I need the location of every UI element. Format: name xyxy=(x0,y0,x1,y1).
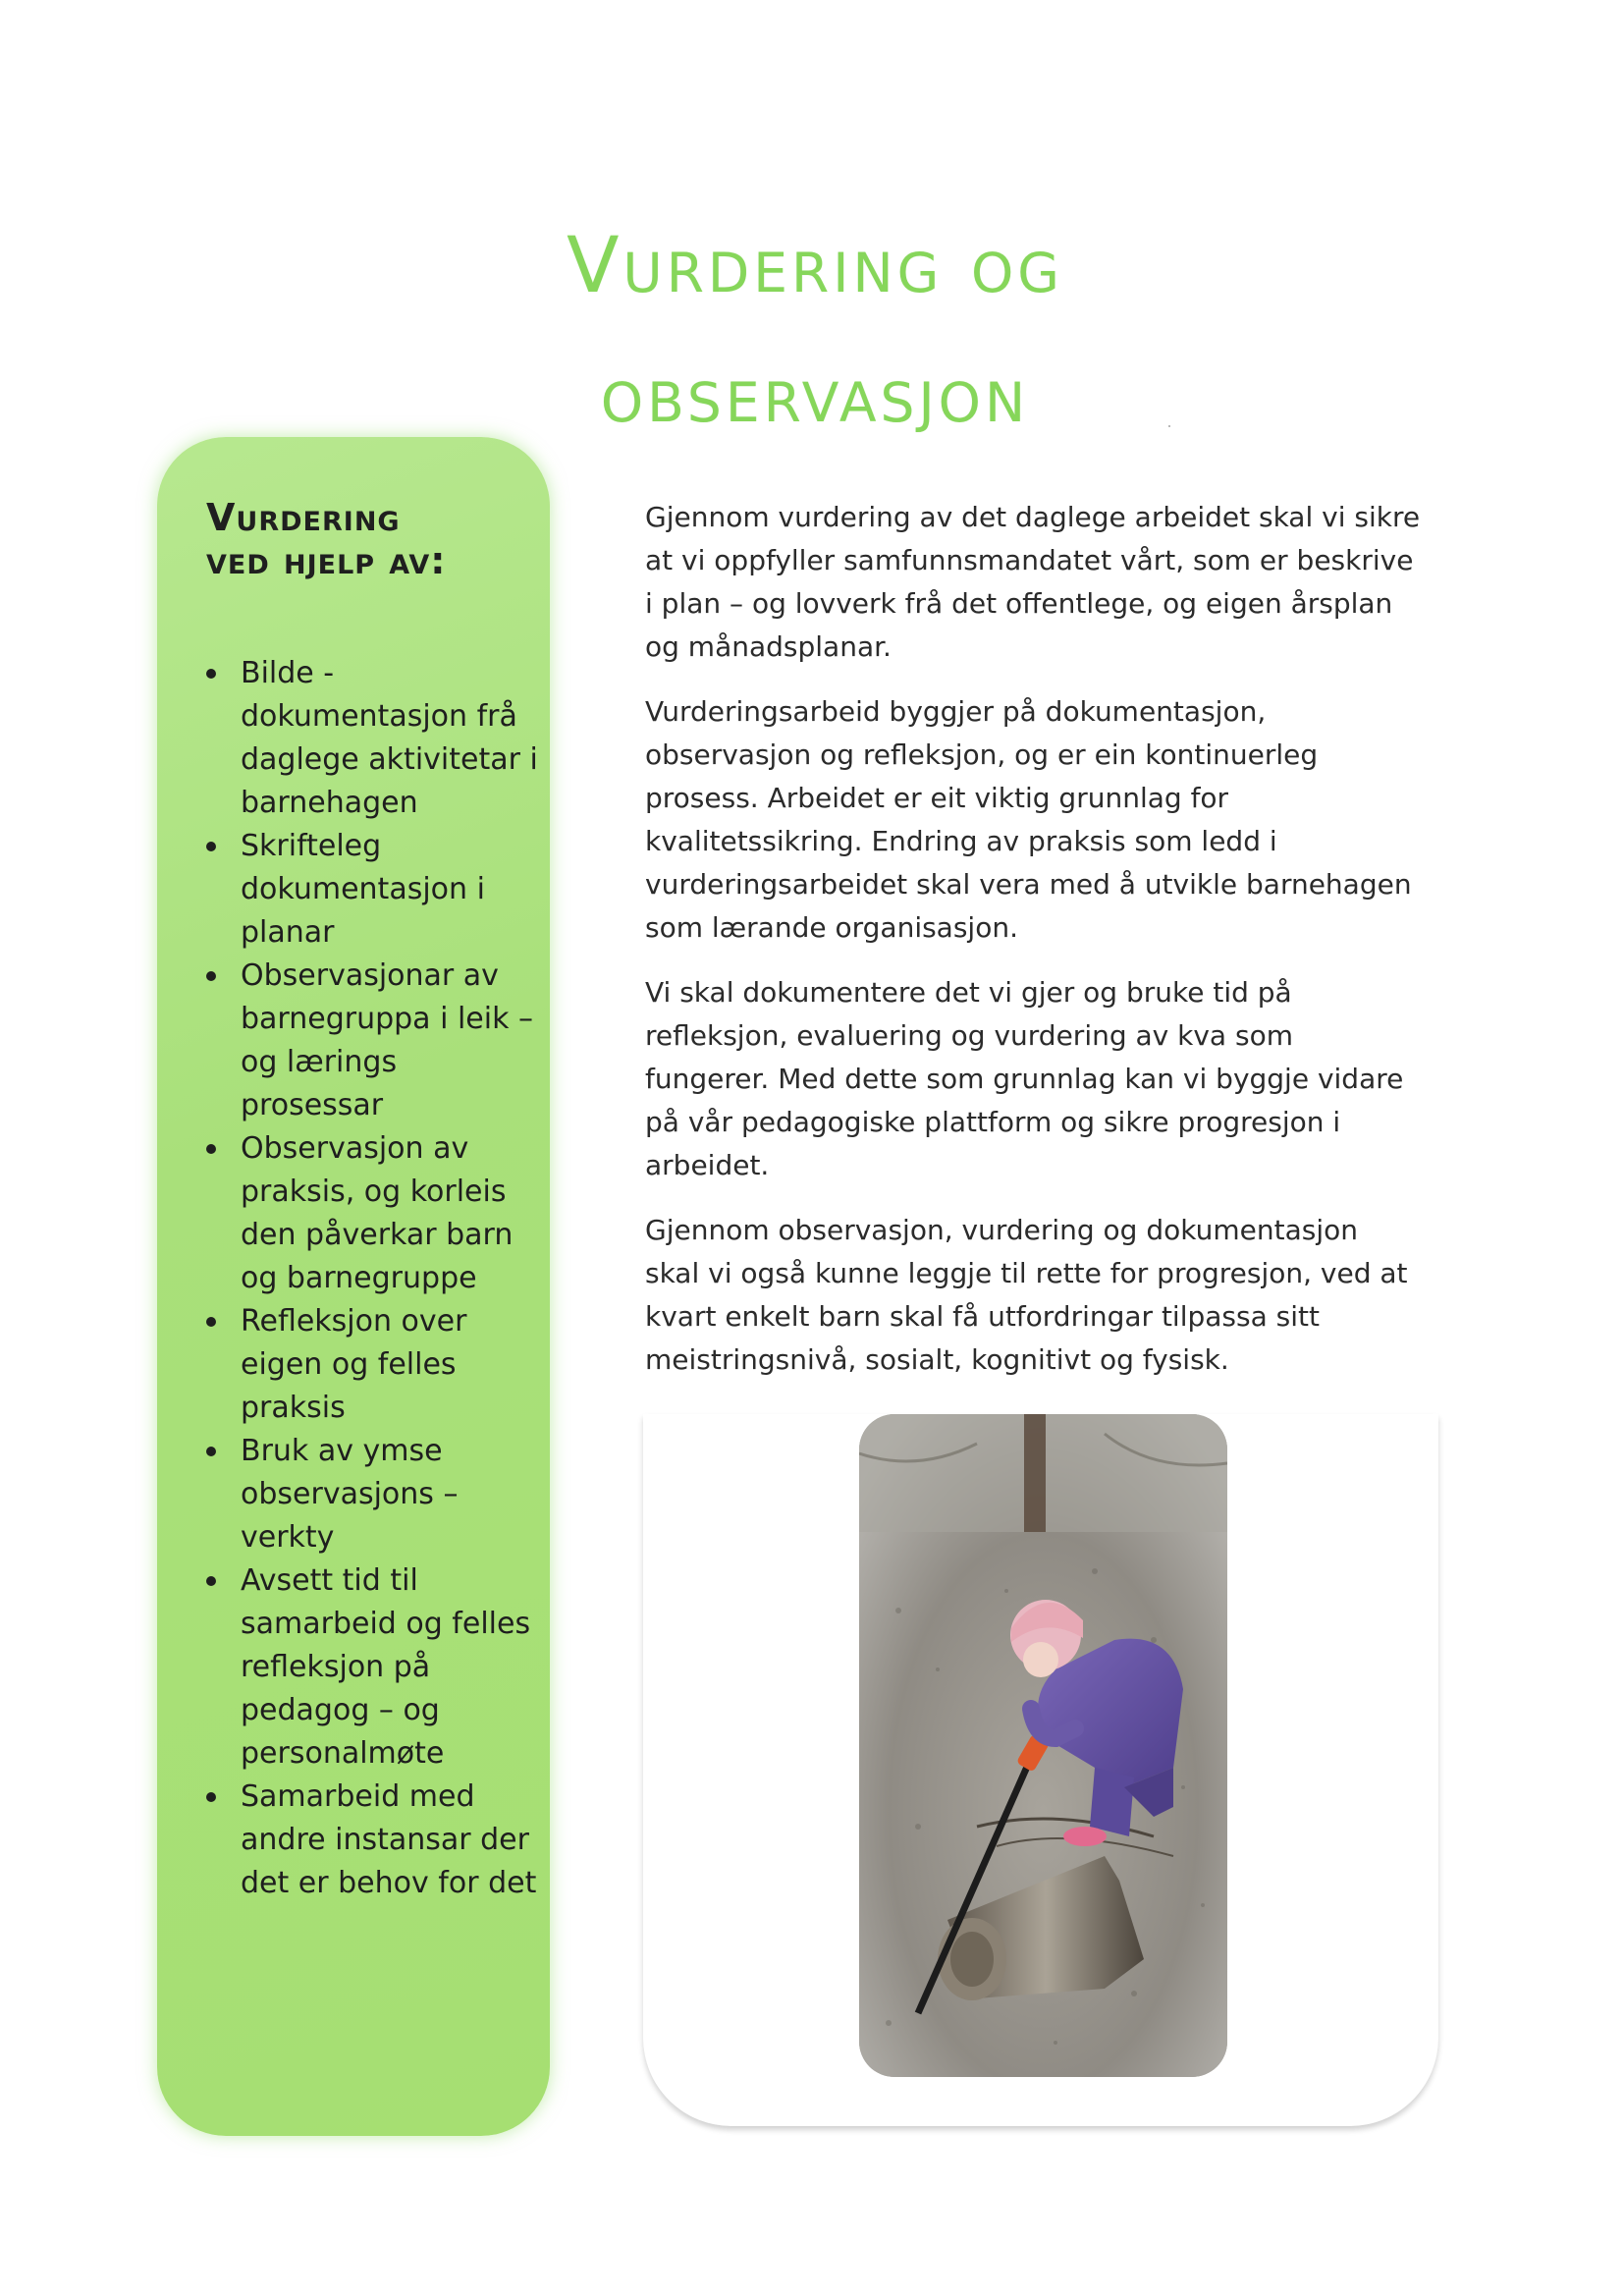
list-item xyxy=(204,1127,543,1300)
list-item xyxy=(204,1300,543,1430)
list-item xyxy=(204,955,543,1127)
sidebar-heading xyxy=(206,496,530,582)
bullet-icon xyxy=(206,971,216,981)
list-item-label: Refleksjon over eigen og felles praksis xyxy=(241,1304,467,1425)
body-paragraph: Vi skal dokumentere det vi gjer og bruke tid på refleksjon, evaluering og vurdering av kva som fungerer. Med dette som grunnlag kan vi byggje vidare på vår pedagogiske plattform og sikre progresjon i arbeidet. xyxy=(645,976,1404,1181)
list-item-label: Skrifteleg dokumentasjon i planar xyxy=(241,829,485,950)
list-item xyxy=(204,652,543,825)
list-item-label: Bilde - dokumentasjon frå daglege aktivitetar i barnehagen xyxy=(241,656,538,820)
list-item-label: Bruk av ymse observasjons – verkty xyxy=(241,1434,459,1555)
bullet-icon xyxy=(206,1144,216,1154)
photo-illustration xyxy=(859,1414,1227,2077)
child-sawing-photo xyxy=(859,1414,1227,2077)
list-item-label: Samarbeid med andre instansar der det er behov for det xyxy=(241,1779,537,1900)
list-item xyxy=(204,1776,543,1905)
bullet-icon xyxy=(206,842,216,851)
sidebar-heading-line-1: Vurdering xyxy=(206,496,401,539)
title-divider xyxy=(1168,425,1170,427)
body-paragraph: Gjennom vurdering av det daglege arbeidet skal vi sikre at vi oppfyller samfunnsmandatet vårt, som er beskrive i plan – og lovverk frå det offentlege, og eigen årsplan og månadsplanar. xyxy=(645,501,1421,663)
list-item xyxy=(204,1559,543,1776)
page-title-line-1: Vurdering og xyxy=(567,222,1063,310)
bullet-icon xyxy=(206,1576,216,1586)
bullet-icon xyxy=(206,1447,216,1456)
list-item-label: Avsett tid til samarbeid og felles refleksjon på pedagog – og personalmøte xyxy=(241,1563,531,1771)
sidebar-heading-line-2: ved hjelp av: xyxy=(206,539,447,582)
list-item-label: Observasjon av praksis, og korleis den påverkar barn og barnegruppe xyxy=(241,1131,514,1295)
bullet-icon xyxy=(206,1792,216,1802)
page-title-line-2: observasjon xyxy=(600,352,1030,440)
main-body-text xyxy=(645,496,1421,1403)
body-paragraph: Vurderingsarbeid byggjer på dokumentasjon, observasjon og refleksjon, og er ein kontinuerleg prosess. Arbeidet er eit viktig grunnlag for kvalitetssikring. Endring av praksis som ledd i vurderingsarbeidet skal vera med å utvikle barnehagen som lærande organisasjon. xyxy=(645,695,1412,944)
list-item-label: Observasjonar av barnegruppa i leik – og lærings prosessar xyxy=(241,958,534,1122)
body-paragraph: Gjennom observasjon, vurdering og dokumentasjon skal vi også kunne leggje til rette for progresjon, ved at kvart enkelt barn skal få utfordringar tilpassa sitt meistringsnivå, sosialt, kognitivt og fysisk. xyxy=(645,1214,1408,1376)
bullet-icon xyxy=(206,1317,216,1327)
list-item xyxy=(204,825,543,955)
page-title xyxy=(373,201,1257,461)
sidebar-list xyxy=(204,652,543,1905)
list-item xyxy=(204,1430,543,1559)
bullet-icon xyxy=(206,669,216,679)
